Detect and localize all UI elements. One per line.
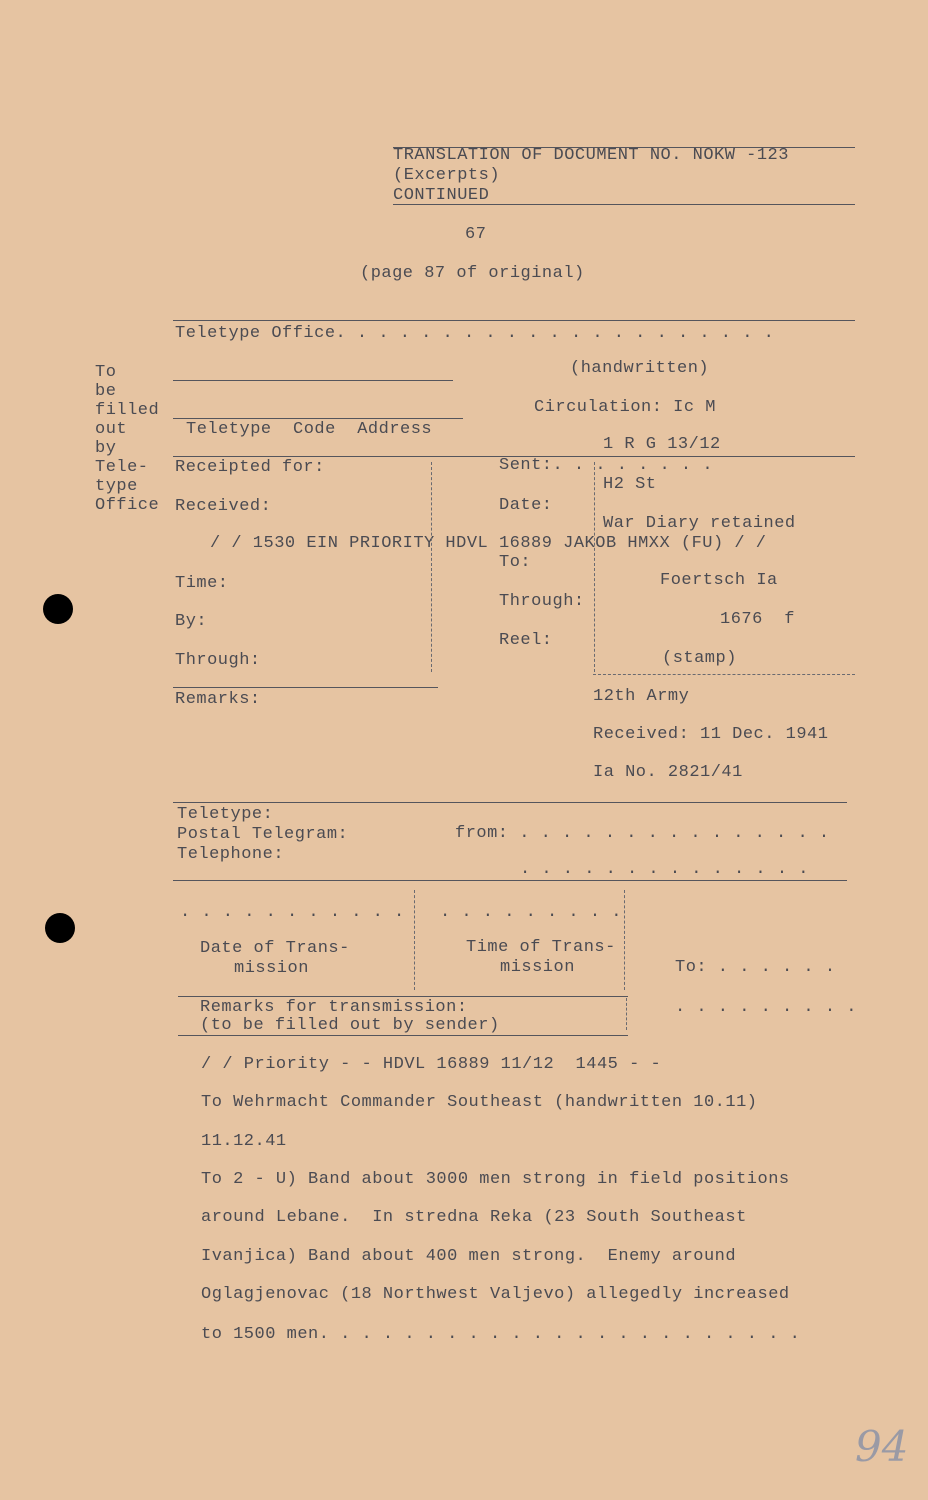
remarks-label: Remarks:	[175, 690, 261, 709]
by-label: By:	[175, 612, 208, 631]
through-label-1: Through:	[499, 592, 585, 611]
receipted-for-label: Receipted for:	[175, 458, 325, 477]
message-line-8: to 1500 men. . . . . . . . . . . . . . . . . . . . . . .	[201, 1325, 801, 1344]
blank-rule-1	[173, 380, 453, 381]
to-dots: To: . . . . . .	[675, 958, 836, 977]
trans-divider-3	[626, 998, 627, 1030]
remarks-top-rule	[178, 996, 628, 997]
dots-right: . . . . . . . . .	[675, 998, 857, 1017]
message-line-7: Oglagjenovac (18 Northwest Valjevo) allegedly increased	[201, 1285, 790, 1304]
circulation-label: Circulation: Ic M	[534, 398, 716, 417]
title-rule	[393, 147, 855, 148]
side-label-4: out	[95, 420, 128, 439]
foertsch-signature: Foertsch Ia	[660, 571, 778, 590]
side-label-1: To	[95, 363, 117, 382]
form-top-rule	[173, 320, 855, 321]
date-of-transmission-1: Date of Trans-	[200, 939, 350, 958]
code-address-label: Teletype Code Address	[186, 420, 433, 439]
time-label: Time:	[175, 574, 229, 593]
dots-left: . . . . . . . . . . .	[180, 903, 405, 922]
page-of-original: (page 87 of original)	[360, 264, 585, 283]
divider-right	[594, 462, 595, 672]
war-diary-note: War Diary retained	[603, 514, 796, 533]
divider-left	[431, 462, 432, 672]
sent-label: Sent:. . . . . . . .	[499, 456, 714, 475]
time-of-transmission-2: mission	[500, 958, 575, 977]
side-label-3: filled	[95, 401, 160, 420]
message-line-2: To Wehrmacht Commander Southeast (handwritten 10.11)	[201, 1093, 758, 1112]
message-line-6: Ivanjica) Band about 400 men strong. Enemy around	[201, 1247, 737, 1266]
message-line-3: 11.12.41	[201, 1132, 287, 1151]
document-title: TRANSLATION OF DOCUMENT NO. NOKW -123	[393, 146, 789, 165]
time-of-transmission-1: Time of Trans-	[466, 938, 616, 957]
side-label-2: be	[95, 382, 117, 401]
stamp-rule	[593, 674, 855, 675]
reel-label: Reel:	[499, 631, 553, 650]
document-subtitle: (Excerpts)	[393, 166, 501, 185]
priority-header-line: / / 1530 EIN PRIORITY HDVL 16889 JAKOB HMXX (FU) / /	[210, 534, 767, 553]
h2-st: H2 St	[603, 475, 657, 494]
message-line-5: around Lebane. In stredna Reka (23 South Southeast	[201, 1208, 747, 1227]
date-label: Date:	[499, 496, 553, 515]
from-dots-row2: . . . . . . . . . . . . . .	[520, 860, 809, 879]
remarks-bottom-rule	[178, 1035, 628, 1036]
through-rule	[173, 687, 438, 688]
continued-rule	[393, 204, 855, 205]
from-label: from: . . . . . . . . . . . . . . .	[455, 824, 830, 843]
remarks-for-transmission: Remarks for transmission:	[200, 998, 468, 1017]
remarks-filled-by-sender: (to be filled out by sender)	[200, 1016, 500, 1035]
handwritten-note: (handwritten)	[570, 359, 710, 378]
trans-divider-2	[624, 890, 625, 990]
trans-divider-1	[414, 890, 415, 990]
ia-number-stamp: Ia No. 2821/41	[593, 763, 743, 782]
blank-rule-2	[173, 418, 463, 419]
dots-mid: . . . . . . . . .	[440, 903, 622, 922]
punch-hole-bottom	[45, 913, 75, 943]
to-label: To:	[499, 553, 532, 572]
message-line-1: / / Priority - - HDVL 16889 11/12 1445 - -	[201, 1055, 662, 1074]
side-label-7: type	[95, 477, 138, 496]
side-label-6: Tele-	[95, 458, 149, 477]
side-label-5: by	[95, 439, 117, 458]
transmission-top-rule	[173, 802, 847, 803]
army-stamp: 12th Army	[593, 687, 690, 706]
stamp-note: (stamp)	[662, 649, 737, 668]
handwritten-page-number: 94	[855, 1422, 909, 1471]
page-number: 67	[465, 225, 487, 244]
received-date-stamp: Received: 11 Dec. 1941	[593, 725, 829, 744]
teletype-office-label: Teletype Office. . . . . . . . . . . . . . . . . . . . .	[175, 324, 775, 343]
continued-label: CONTINUED	[393, 186, 490, 205]
teletype-option: Teletype:	[177, 805, 274, 824]
through-label-2: Through:	[175, 651, 261, 670]
postal-telegram-option: Postal Telegram:	[177, 825, 349, 844]
side-label-8: Office	[95, 496, 160, 515]
telephone-option: Telephone:	[177, 845, 285, 864]
transmission-mid-rule	[173, 880, 847, 881]
message-line-4: To 2 - U) Band about 3000 men strong in field positions	[201, 1170, 790, 1189]
number-1676: 1676 f	[720, 610, 795, 629]
date-of-transmission-2: mission	[234, 959, 309, 978]
received-label: Received:	[175, 497, 272, 516]
punch-hole-top	[43, 594, 73, 624]
registry-number: 1 R G 13/12	[603, 435, 721, 454]
